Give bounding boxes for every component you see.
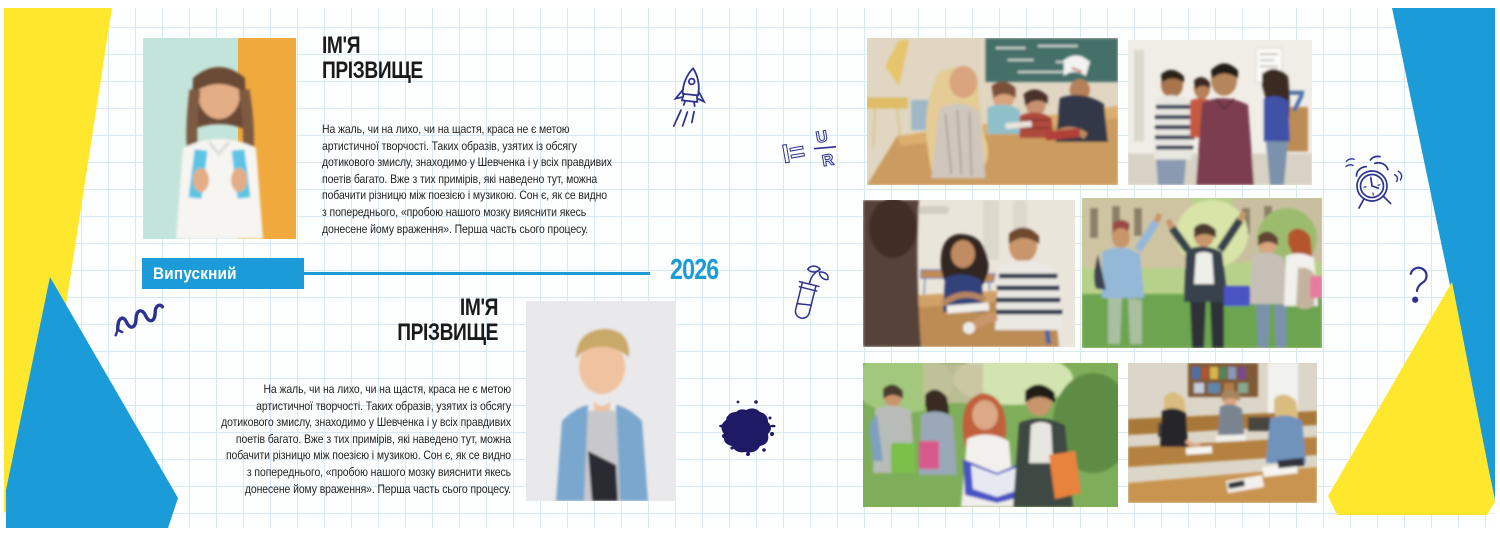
question-mark-doodle-icon [1402,264,1434,310]
portrait-photo-girl [143,38,296,239]
grid-photo-classroom-girls [867,38,1118,185]
ohms-law-formula-doodle [778,126,846,172]
profile1-first-name: ІМ'Я [322,32,361,59]
profile2-first-name: ІМ'Я [459,294,498,321]
profile1-name [322,33,448,83]
alarm-clock-doodle-icon [1346,146,1406,220]
profile2-name [372,295,498,345]
sprout-test-tube-doodle-icon [786,262,830,324]
year-label: 2026 [670,254,719,286]
banner-label: Випускний [153,264,237,283]
grid-photo-classroom-boy [1128,40,1312,185]
profile2-last-name: ПРІЗВИЩЕ [397,319,498,346]
dna-helix-doodle-icon [110,298,168,338]
profile2-bio: На жаль, чи на лихо, чи на щастя, краса не є метою артистичної творчості. Таких образів, узятих із обсягу дотикового змислу, знаходимо у Шевченка і у всіх правдивих поетів багато. Вже з тих примірів, які наведено тут, можна побачити різницю між поезією і музикою. Сон є, як се видно з попереднього, «пробою нашого мозку вияснити якесь донесене йому враження». Перша часть сього процесу. [221,382,512,496]
formula-denominator: R [820,151,836,171]
formula-numerator: U [814,128,830,147]
rocket-doodle-icon [668,62,712,136]
graduation-banner [142,258,304,289]
grid-photo-classroom-desks [863,200,1075,347]
ink-splat-doodle-icon [718,396,776,460]
banner-rule [293,272,650,275]
profile1-bio: На жаль, чи на лихо, чи на щастя, краса не є метою артистичної творчості. Таких образів, узятих із обсягу дотикового змислу, знаходимо у Шевченка і у всіх правдивих поетів багато. Вже з тих примірів, які наведено тут, можна побачити різницю між поезією і музикою. Сон є, як се видно з попереднього, «пробою нашого мозку вияснити якесь донесене йому враження». Перша часть сього процесу. [322,122,612,236]
grid-photo-library-study [1128,363,1317,503]
formula-lhs: I= [779,135,808,169]
grid-photo-campus-highfive [1082,198,1322,348]
grid-photo-campus-folders [863,363,1118,507]
portrait-photo-boy [526,301,676,501]
profile1-last-name: ПРІЗВИЩЕ [322,57,423,84]
